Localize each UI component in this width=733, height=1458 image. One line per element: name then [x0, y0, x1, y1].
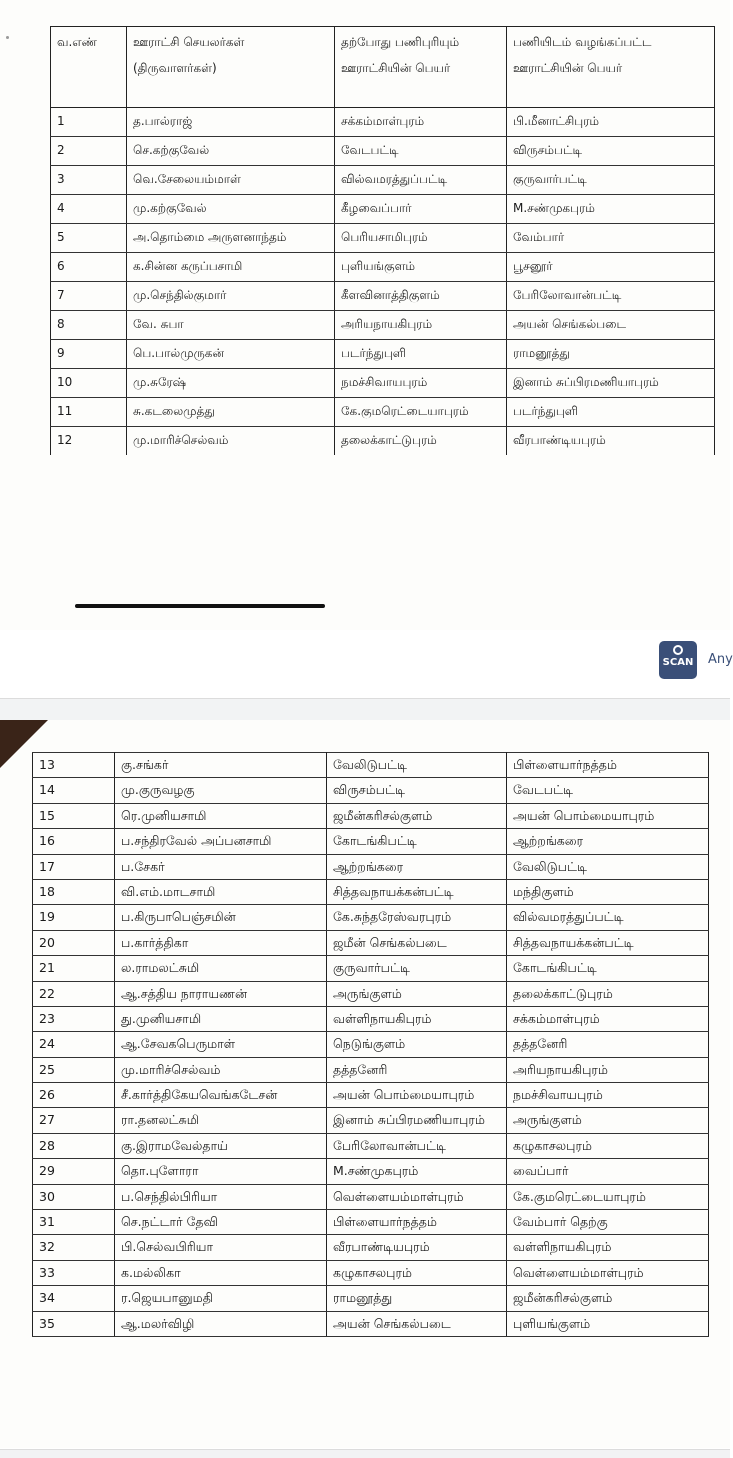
cell-current-panchayat: அயன் பொம்மையாபுரம்	[327, 1083, 507, 1108]
cell-secretary-name: தொ.புளோரா	[115, 1159, 327, 1184]
scan-speck	[6, 36, 9, 39]
cell-secretary-name: ரெ.முனியசாமி	[115, 803, 327, 828]
table-header-row	[51, 27, 715, 108]
cell-serial: 3	[51, 166, 127, 195]
cell-secretary-name: ஆ.மலர்விழி	[115, 1311, 327, 1336]
cell-secretary-name: மு.மாரிச்செல்வம்	[127, 427, 335, 456]
cell-current-panchayat: நெடுங்குளம்	[327, 1032, 507, 1057]
cell-current-panchayat: வள்ளிநாயகிபுரம்	[327, 1006, 507, 1031]
cell-serial: 24	[33, 1032, 115, 1057]
cell-assigned-panchayat: நமச்சிவாயபுரம்	[507, 1083, 709, 1108]
cell-assigned-panchayat: அயன் செங்கல்படை	[507, 311, 715, 340]
cell-secretary-name: வி.எம்.மாடசாமி	[115, 879, 327, 904]
table-row	[33, 879, 709, 904]
table-row	[51, 398, 715, 427]
cell-serial: 31	[33, 1210, 115, 1235]
transfer-table-part-2	[32, 752, 709, 1337]
cell-serial: 22	[33, 981, 115, 1006]
cell-current-panchayat: கோடங்கிபட்டி	[327, 829, 507, 854]
table-row	[33, 1108, 709, 1133]
cell-current-panchayat: பெரியசாமிபுரம்	[335, 224, 507, 253]
cell-secretary-name: வே. சுபா	[127, 311, 335, 340]
cell-current-panchayat: M.சண்முகபுரம்	[327, 1159, 507, 1184]
cell-secretary-name: ரா.தனலட்சுமி	[115, 1108, 327, 1133]
cell-assigned-panchayat: கழுகாசலபுரம்	[507, 1133, 709, 1158]
cell-serial: 25	[33, 1057, 115, 1082]
cell-secretary-name: செ.கற்குவேல்	[127, 137, 335, 166]
cell-current-panchayat: நமச்சிவாயபுரம்	[335, 369, 507, 398]
cell-secretary-name: ல.ராமலட்சுமி	[115, 956, 327, 981]
header-serial: வ.எண்	[51, 27, 127, 108]
cell-serial: 27	[33, 1108, 115, 1133]
cell-secretary-name: கு.இராமவேல்தாய்	[115, 1133, 327, 1158]
cell-secretary-name: து.முனியசாமி	[115, 1006, 327, 1031]
cell-assigned-panchayat: வெள்ளையம்மாள்புரம்	[507, 1260, 709, 1285]
cell-assigned-panchayat: M.சண்முகபுரம்	[507, 195, 715, 224]
cell-assigned-panchayat: வைப்பார்	[507, 1159, 709, 1184]
cell-serial: 28	[33, 1133, 115, 1158]
cell-current-panchayat: வெள்ளையம்மாள்புரம்	[327, 1184, 507, 1209]
cell-assigned-panchayat: மந்திகுளம்	[507, 879, 709, 904]
cell-current-panchayat: புளியங்குளம்	[335, 253, 507, 282]
cell-current-panchayat: விருசம்பட்டி	[327, 778, 507, 803]
cell-current-panchayat: வேடபட்டி	[335, 137, 507, 166]
table-row	[33, 1210, 709, 1235]
cell-serial: 32	[33, 1235, 115, 1260]
cell-assigned-panchayat: அரியநாயகிபுரம்	[507, 1057, 709, 1082]
cell-serial: 21	[33, 956, 115, 981]
cell-secretary-name: அ.தொம்மை அருளனாந்தம்	[127, 224, 335, 253]
table-row	[33, 1083, 709, 1108]
table-row	[33, 803, 709, 828]
cell-secretary-name: த.பால்ராஜ்	[127, 108, 335, 137]
cell-assigned-panchayat: ஆற்றங்கரை	[507, 829, 709, 854]
table-row	[33, 753, 709, 778]
cell-secretary-name: ர.ஜெயபானுமதி	[115, 1286, 327, 1311]
table-row	[33, 829, 709, 854]
cell-assigned-panchayat: வேம்பார் தெற்கு	[507, 1210, 709, 1235]
cell-secretary-name: மு.செந்தில்குமார்	[127, 282, 335, 311]
cell-assigned-panchayat: பேரிலோவான்பட்டி	[507, 282, 715, 311]
cell-current-panchayat: தலைக்காட்டுபுரம்	[335, 427, 507, 456]
cell-serial: 12	[51, 427, 127, 456]
cell-secretary-name: ப.கார்த்திகா	[115, 930, 327, 955]
cell-current-panchayat: படர்ந்துபுளி	[335, 340, 507, 369]
cell-serial: 4	[51, 195, 127, 224]
table-row	[33, 1286, 709, 1311]
cell-serial: 20	[33, 930, 115, 955]
cell-assigned-panchayat: பி.மீனாட்சிபுரம்	[507, 108, 715, 137]
cell-current-panchayat: குருவார்பட்டி	[327, 956, 507, 981]
table-row	[51, 340, 715, 369]
cell-serial: 2	[51, 137, 127, 166]
cell-current-panchayat: பேரிலோவான்பட்டி	[327, 1133, 507, 1158]
cell-secretary-name: மு.சுரேஷ்	[127, 369, 335, 398]
cell-serial: 23	[33, 1006, 115, 1031]
cell-assigned-panchayat: புளியங்குளம்	[507, 1311, 709, 1336]
cell-serial: 13	[33, 753, 115, 778]
cell-assigned-panchayat: அயன் பொம்மையாபுரம்	[507, 803, 709, 828]
cell-secretary-name: ப.சேகர்	[115, 854, 327, 879]
page-separator	[0, 698, 730, 721]
scan-pen-stroke	[75, 604, 325, 608]
cell-current-panchayat: பிள்ளையார்நத்தம்	[327, 1210, 507, 1235]
cell-serial: 26	[33, 1083, 115, 1108]
cell-serial: 11	[51, 398, 127, 427]
cell-assigned-panchayat: வேலிடுபட்டி	[507, 854, 709, 879]
cell-current-panchayat: கே.குமரெட்டையாபுரம்	[335, 398, 507, 427]
cell-serial: 17	[33, 854, 115, 879]
cell-current-panchayat: கே.சுந்தரேஸ்வரபுரம்	[327, 905, 507, 930]
cell-secretary-name: சு.கடலைமுத்து	[127, 398, 335, 427]
cell-serial: 6	[51, 253, 127, 282]
cell-current-panchayat: ஜமீன்கரிசல்குளம்	[327, 803, 507, 828]
cell-assigned-panchayat: சக்கம்மாள்புரம்	[507, 1006, 709, 1031]
table-row	[51, 253, 715, 282]
scan-trailing-text: Any	[708, 652, 733, 667]
cell-current-panchayat: கீளவினாத்திகுளம்	[335, 282, 507, 311]
cell-serial: 34	[33, 1286, 115, 1311]
table-row	[33, 1260, 709, 1285]
cell-assigned-panchayat: வேடபட்டி	[507, 778, 709, 803]
cell-secretary-name: ப.சந்திரவேல் அப்பனசாமி	[115, 829, 327, 854]
cell-current-panchayat: தத்தனேரி	[327, 1057, 507, 1082]
cell-current-panchayat: அரியநாயகிபுரம்	[335, 311, 507, 340]
cell-serial: 35	[33, 1311, 115, 1336]
header-secretary-name: ஊராட்சி செயலர்கள் (திருவாளர்கள்)	[127, 27, 335, 108]
cell-secretary-name: வெ.சேலையம்மாள்	[127, 166, 335, 195]
cell-secretary-name: க.மல்லிகா	[115, 1260, 327, 1285]
cell-secretary-name: ப.செந்தில்பிரியா	[115, 1184, 327, 1209]
cell-assigned-panchayat: கே.குமரெட்டையாபுரம்	[507, 1184, 709, 1209]
cell-serial: 1	[51, 108, 127, 137]
table-row	[33, 778, 709, 803]
cell-serial: 5	[51, 224, 127, 253]
cell-secretary-name: செ.நட்டார் தேவி	[115, 1210, 327, 1235]
cell-assigned-panchayat: தலைக்காட்டுபுரம்	[507, 981, 709, 1006]
cell-serial: 16	[33, 829, 115, 854]
page-separator-bottom	[0, 1449, 730, 1458]
cell-assigned-panchayat: பூசனூர்	[507, 253, 715, 282]
cell-secretary-name: கு.சங்கர்	[115, 753, 327, 778]
cell-secretary-name: பி.செல்வபிரியா	[115, 1235, 327, 1260]
table-row	[33, 981, 709, 1006]
cell-assigned-panchayat: வேம்பார்	[507, 224, 715, 253]
cell-assigned-panchayat: படர்ந்துபுளி	[507, 398, 715, 427]
table-row	[33, 930, 709, 955]
cell-serial: 14	[33, 778, 115, 803]
cell-serial: 9	[51, 340, 127, 369]
cell-secretary-name: மு.கற்குவேல்	[127, 195, 335, 224]
cell-assigned-panchayat: தத்தனேரி	[507, 1032, 709, 1057]
table-row	[51, 224, 715, 253]
table-row	[51, 311, 715, 340]
cell-secretary-name: ஆ.சத்திய நாராயணன்	[115, 981, 327, 1006]
cell-serial: 33	[33, 1260, 115, 1285]
table-row	[33, 854, 709, 879]
cell-serial: 7	[51, 282, 127, 311]
cell-secretary-name: ப.கிருபாபெஞ்சமின்	[115, 905, 327, 930]
table-row	[51, 369, 715, 398]
table-row	[33, 1184, 709, 1209]
cell-current-panchayat: அருங்குளம்	[327, 981, 507, 1006]
cell-serial: 30	[33, 1184, 115, 1209]
cell-assigned-panchayat: கோடங்கிபட்டி	[507, 956, 709, 981]
cell-assigned-panchayat: விருசம்பட்டி	[507, 137, 715, 166]
cell-current-panchayat: வீரபாண்டியபுரம்	[327, 1235, 507, 1260]
table-row	[33, 1057, 709, 1082]
cell-current-panchayat: ராமனூத்து	[327, 1286, 507, 1311]
cell-secretary-name: ஆ.சேவகபெருமாள்	[115, 1032, 327, 1057]
cell-secretary-name: மு.மாரிச்செல்வம்	[115, 1057, 327, 1082]
table-row	[33, 1032, 709, 1057]
table-row	[33, 1133, 709, 1158]
cell-serial: 19	[33, 905, 115, 930]
cell-current-panchayat: வில்வமரத்துப்பட்டி	[335, 166, 507, 195]
cell-assigned-panchayat: ராமனூத்து	[507, 340, 715, 369]
cell-secretary-name: க.சின்ன கருப்பசாமி	[127, 253, 335, 282]
cell-assigned-panchayat: பிள்ளையார்நத்தம்	[507, 753, 709, 778]
cell-secretary-name: சீ.கார்த்திகேயவெங்கடேசன்	[115, 1083, 327, 1108]
cell-current-panchayat: கீழவைப்பார்	[335, 195, 507, 224]
table-row	[51, 108, 715, 137]
table-row	[51, 195, 715, 224]
table-row	[33, 1311, 709, 1336]
cell-assigned-panchayat: ஜமீன்கரிசல்குளம்	[507, 1286, 709, 1311]
cell-current-panchayat: கழுகாசலபுரம்	[327, 1260, 507, 1285]
cell-current-panchayat: சக்கம்மாள்புரம்	[335, 108, 507, 137]
table-row	[33, 1159, 709, 1184]
cell-current-panchayat: அயன் செங்கல்படை	[327, 1311, 507, 1336]
cell-serial: 18	[33, 879, 115, 904]
table-row	[33, 956, 709, 981]
table-row	[33, 905, 709, 930]
cell-secretary-name: மு.குருவழகு	[115, 778, 327, 803]
cell-secretary-name: பெ.பால்முருகன்	[127, 340, 335, 369]
cell-assigned-panchayat: வள்ளிநாயகிபுரம்	[507, 1235, 709, 1260]
table-row	[33, 1006, 709, 1031]
cell-assigned-panchayat: வீரபாண்டியபுரம்	[507, 427, 715, 456]
cell-current-panchayat: வேலிடுபட்டி	[327, 753, 507, 778]
cell-current-panchayat: ஜமீன் செங்கல்படை	[327, 930, 507, 955]
cell-serial: 15	[33, 803, 115, 828]
cell-assigned-panchayat: குருவார்பட்டி	[507, 166, 715, 195]
cell-serial: 29	[33, 1159, 115, 1184]
header-assigned-panchayat: பணியிடம் வழங்கப்பட்ட ஊராட்சியின் பெயர்	[507, 27, 715, 108]
header-current-panchayat: தற்போது பணிபுரியும் ஊராட்சியின் பெயர்	[335, 27, 507, 108]
cell-assigned-panchayat: சித்தவநாயக்கன்பட்டி	[507, 930, 709, 955]
table-row	[51, 427, 715, 456]
scan-logo-icon[interactable]	[659, 641, 697, 679]
scan-label: SCAN	[662, 657, 694, 668]
cell-current-panchayat: ஆற்றங்கரை	[327, 854, 507, 879]
cell-serial: 10	[51, 369, 127, 398]
cell-assigned-panchayat: இனாம் சுப்பிரமணியாபுரம்	[507, 369, 715, 398]
table-row	[51, 282, 715, 311]
cell-assigned-panchayat: அருங்குளம்	[507, 1108, 709, 1133]
table-row	[51, 166, 715, 195]
cell-assigned-panchayat: வில்வமரத்துப்பட்டி	[507, 905, 709, 930]
table-row	[33, 1235, 709, 1260]
transfer-table-part-1	[50, 26, 715, 455]
cell-current-panchayat: சித்தவநாயக்கன்பட்டி	[327, 879, 507, 904]
table-row	[51, 137, 715, 166]
cell-current-panchayat: இனாம் சுப்பிரமணியாபுரம்	[327, 1108, 507, 1133]
cell-serial: 8	[51, 311, 127, 340]
